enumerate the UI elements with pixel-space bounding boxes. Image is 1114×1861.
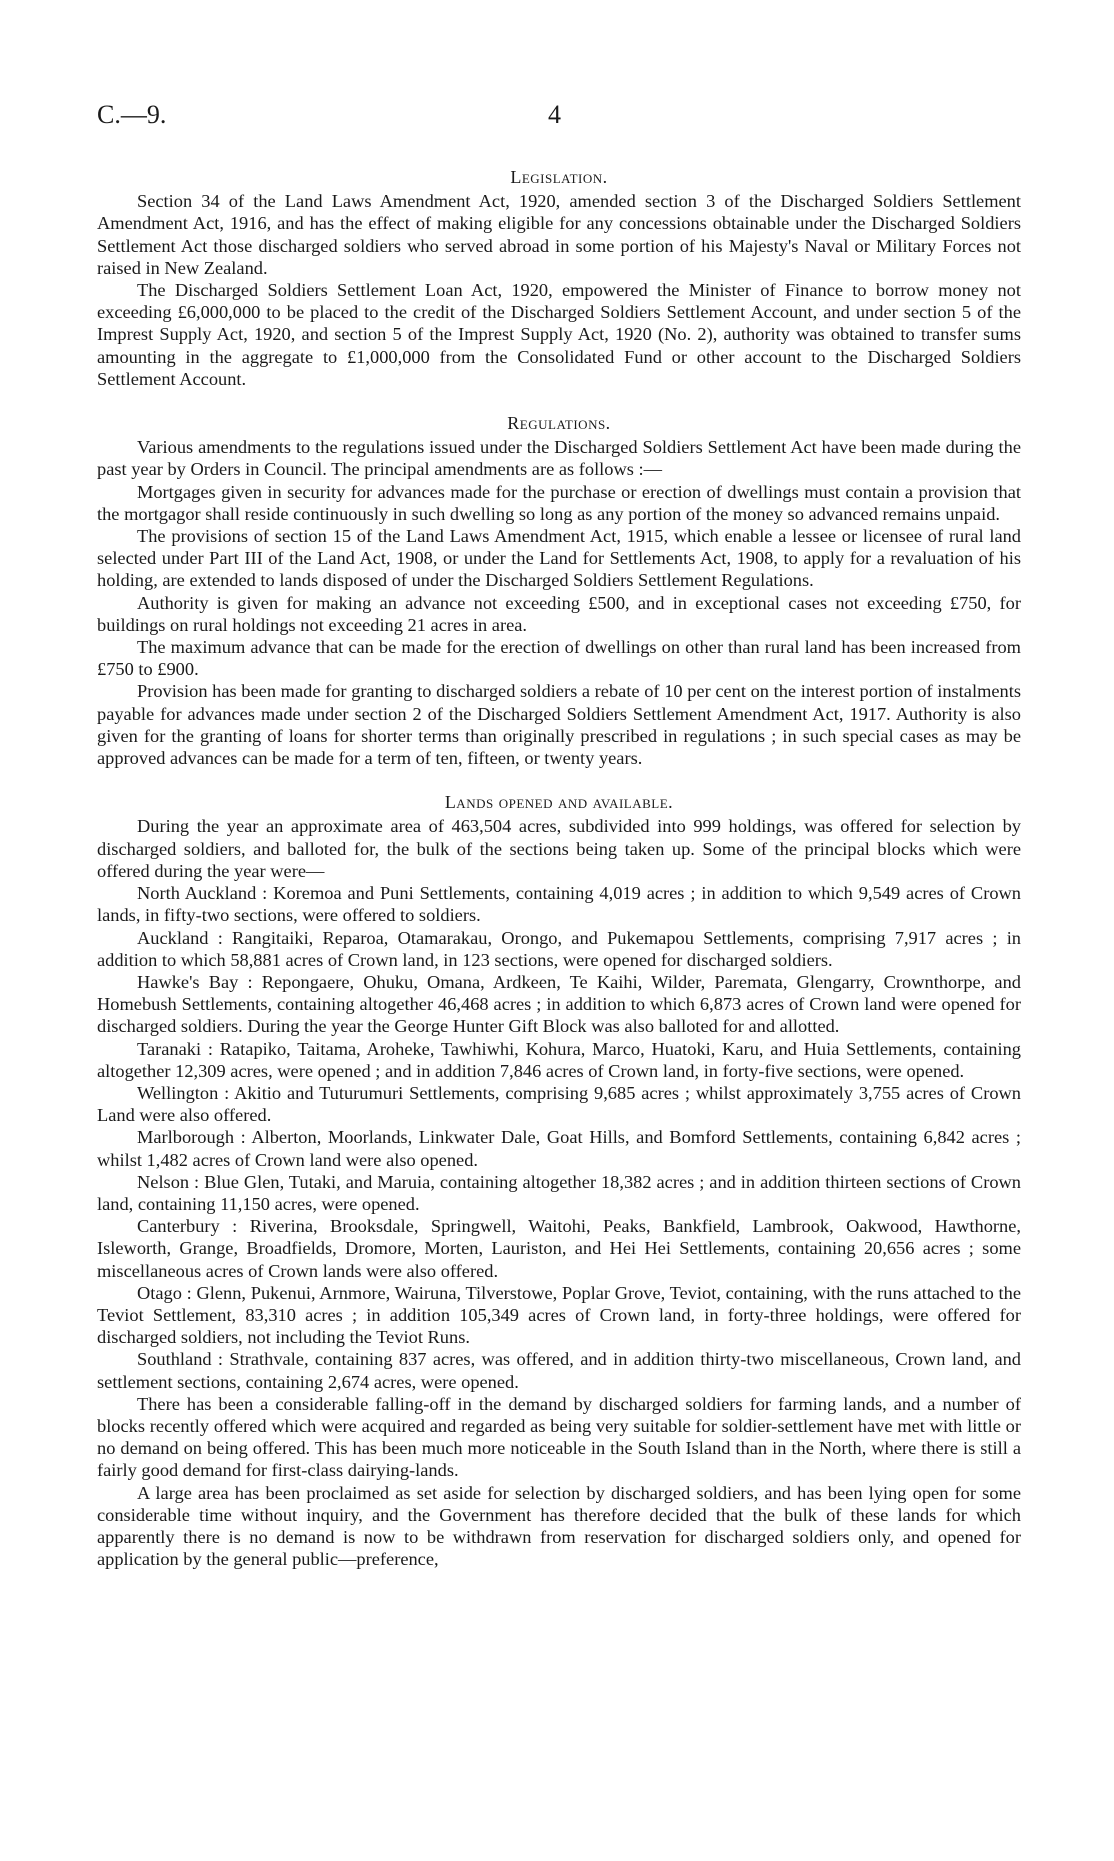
paragraph: The provisions of section 15 of the Land Laws Amendment Act, 1915, which enable a lessee or licensee of rural land selected under Part III of the Land Act, 1908, or under the Land for Settlements Act, 1908, to apply for a revaluation of his holding, are extended to lands disposed of under the Discharged Soldiers Settlement Regulations. xyxy=(97,526,1021,591)
paragraph: Canterbury : Riverina, Brooksdale, Springwell, Waitohi, Peaks, Bankfield, Lambrook, Oakwood, Hawthorne, Isleworth, Grange, Broadfields, Dromore, Morten, Lauriston, and Hei Hei Settlements, containing 20,656 acres ; some miscellaneous acres of Crown lands were also offered. xyxy=(97,1216,1021,1281)
paragraph: Marlborough : Alberton, Moorlands, Linkwater Dale, Goat Hills, and Bomford Settlements, containing 6,842 acres ; whilst 1,482 acres of Crown land were also opened. xyxy=(97,1127,1021,1170)
section-heading: Legislation. xyxy=(510,167,608,187)
paragraph: Taranaki : Ratapiko, Taitama, Aroheke, Tawhiwhi, Kohura, Marco, Huatoki, Karu, and Huia Settlements, containing altogether 12,309 acres, were opened ; and in addition 7,846 acres of Crown land, in forty-five sections, were opened. xyxy=(97,1038,1021,1081)
page-number: 4 xyxy=(548,100,561,129)
paragraph: A large area has been proclaimed as set aside for selection by discharged soldiers, and has been lying open for some considerable time without inquiry, and the Government has therefore decided that the bulk of these lands for which apparently there is no demand is now to be withdrawn from reservation for discharged soldiers only, and opened for application by the general public—preference, xyxy=(97,1482,1021,1570)
paragraph: Authority is given for making an advance not exceeding £500, and in exceptional cases not exceeding £750, for buildings on rural holdings not exceeding 21 acres in area. xyxy=(97,592,1021,635)
paragraph: Section 34 of the Land Laws Amendment Act, 1920, amended section 3 of the Discharged Soldiers Settlement Amendment Act, 1916, and has the effect of making eligible for any concessions obtainable under the Discharged Soldiers Settlement Act those discharged soldiers who served abroad in some portion of his Majesty's Naval or Military Forces not raised in New Zealand. xyxy=(97,191,1021,278)
paragraph: Nelson : Blue Glen, Tutaki, and Maruia, containing altogether 18,382 acres ; and in addition thirteen sections of Crown land, containing 11,150 acres, were opened. xyxy=(97,1171,1021,1214)
document-reference: C.—9. xyxy=(97,100,167,129)
paragraph: Auckland : Rangitaiki, Reparoa, Otamarakau, Orongo, and Pukemapou Settlements, comprising 7,917 acres ; in addition to which 58,881 acres of Crown land, in 123 sections, were opened for discharged soldiers. xyxy=(97,927,1021,970)
paragraph: Mortgages given in security for advances made for the purchase or erection of dwellings must contain a provision that the mortgagor shall reside continuously in such dwelling so long as any portion of the money so advanced remains unpaid. xyxy=(97,481,1021,524)
paragraph: There has been a considerable falling-off in the demand by discharged soldiers for farming lands, and a number of blocks recently offered which were acquired and regarded as being very suitable for soldier-settlement have met with little or no demand on being offered. This has been much more noticeable in the South Island than in the North, where there is still a fairly good demand for first-class dairying-lands. xyxy=(97,1393,1021,1481)
section xyxy=(97,791,1021,1570)
section-heading: Regulations. xyxy=(507,413,611,434)
paragraph: Hawke's Bay : Repongaere, Ohuku, Omana, Ardkeen, Te Kaihi, Wilder, Paremata, Glengarry, Crownthorpe, and Homebush Settlements, containing altogether 46,468 acres ; in addition to which 6,873 acres of Crown land were opened for discharged soldiers. During the year the George Hunter Gift Block was also balloted for and allotted. xyxy=(97,971,1021,1037)
paragraph: Provision has been made for granting to discharged soldiers a rebate of 10 per cent on the interest portion of instalments payable for advances made under section 2 of the Discharged Soldiers Settlement Amendment Act, 1917. Authority is also given for the granting of loans for shorter terms than originally prescribed in regulations ; in such special cases as may be approved advances can be made for a term of ten, fifteen, or twenty years. xyxy=(97,681,1021,769)
paragraph: The Discharged Soldiers Settlement Loan Act, 1920, empowered the Minister of Finance to borrow money not exceeding £6,000,000 to be placed to the credit of the Discharged Soldiers Settlement Account, and under section 5 of the Imprest Supply Act, 1920, and section 5 of the Imprest Supply Act, 1920 (No. 2), authority was obtained to transfer sums amounting in the aggregate to £1,000,000 from the Consolidated Fund or other account to the Discharged Soldiers Settlement Account. xyxy=(97,280,1021,389)
paragraph: Southland : Strathvale, containing 837 acres, was offered, and in addition thirty-two miscellaneous, Crown land, and settlement sections, containing 2,674 acres, were opened. xyxy=(97,1349,1021,1392)
paragraph: The maximum advance that can be made for the erection of dwellings on other than rural land has been increased from £750 to £900. xyxy=(97,637,1021,680)
section-heading: Lands opened and available. xyxy=(444,792,674,813)
paragraph: Various amendments to the regulations issued under the Discharged Soldiers Settlement Act have been made during the past year by Orders in Council. The principal amendments are as follows :— xyxy=(97,437,1021,480)
paragraph: During the year an approximate area of 463,504 acres, subdivided into 999 holdings, was offered for selection by discharged soldiers, and balloted for, the bulk of the sections being taken up. Some of the principal blocks which were offered during the year were— xyxy=(97,816,1021,881)
section xyxy=(97,166,1021,390)
paragraph: Otago : Glenn, Pukenui, Arnmore, Wairuna, Tilverstowe, Poplar Grove, Teviot, containing, with the runs attached to the Teviot Settlement, 83,310 acres ; in addition 105,349 acres of Crown land, in forty-three holdings, were offered for discharged soldiers, not including the Teviot Runs. xyxy=(97,1282,1021,1348)
section xyxy=(97,412,1021,769)
paragraph: North Auckland : Koremoa and Puni Settlements, containing 4,019 acres ; in addition to which 9,549 acres of Crown lands, in fifty-two sections, were offered to soldiers. xyxy=(97,883,1021,926)
paragraph: Wellington : Akitio and Tuturumuri Settlements, comprising 9,685 acres ; whilst approximately 3,755 acres of Crown Land were also offered. xyxy=(97,1082,1021,1126)
document-body xyxy=(97,166,1021,1592)
